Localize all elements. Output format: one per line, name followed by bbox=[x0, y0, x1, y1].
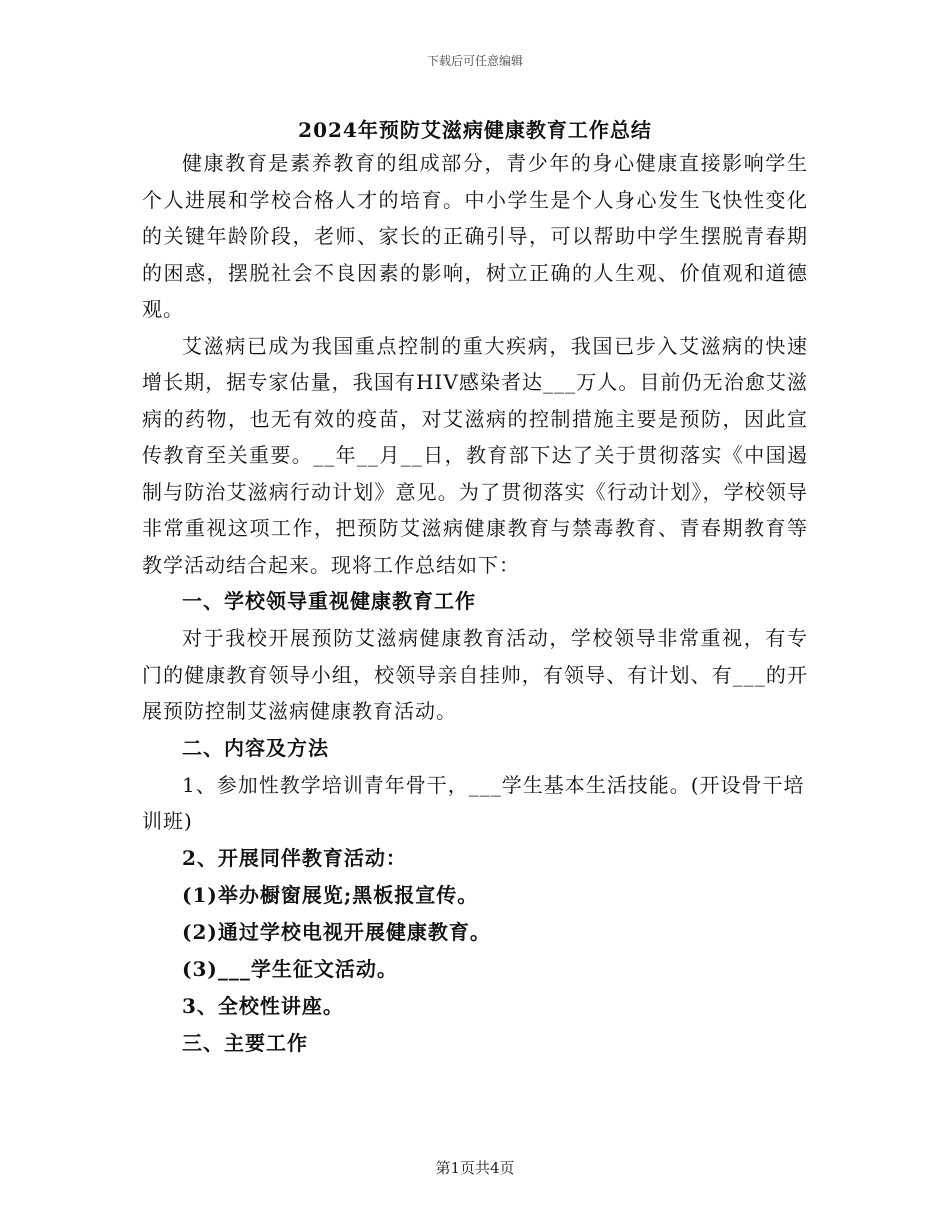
paragraph-intro: 健康教育是素养教育的组成部分，青少年的身心健康直接影响学生个人进展和学校合格人才的培育。中小学生是个人身心发生飞快性变化的关键年龄阶段，老师、家长的正确引导，可以帮助中学生摆脱青春期的困惑，摆脱社会不良因素的影响，树立正确的人生观、价值观和道德观。 bbox=[142, 151, 808, 321]
document-body bbox=[142, 145, 808, 1062]
list-item-2-3: (3)___学生征文活动。 bbox=[182, 956, 398, 981]
header-note: 下载后可任意编辑 bbox=[426, 54, 523, 68]
section-heading-1: 一、学校领导重视健康教育工作 bbox=[182, 589, 476, 613]
section-heading-2: 二、内容及方法 bbox=[182, 735, 329, 760]
page-footer: 第1页共4页 bbox=[435, 1159, 515, 1177]
list-item-2: 2、开展同伴教育活动： bbox=[182, 845, 407, 870]
section-heading-3: 三、主要工作 bbox=[182, 1030, 308, 1055]
list-item-2-2: (2)通过学校电视开展健康教育。 bbox=[182, 919, 491, 944]
list-item-2-1: (1)举办橱窗展览;黑板报宣传。 bbox=[182, 882, 479, 907]
paragraph-background: 艾滋病已成为我国重点控制的重大疾病，我国已步入艾滋病的快速增长期，据专家估量，我国有HIV感染者达___万人。目前仍无治愈艾滋病的药物，也无有效的疫苗，对艾滋病的控制措施主要是预防，因此宣传教育至关重要。__年__月__日，教育部下达了关于贯彻落实《中国遏制与防治艾滋病行动计划》意见。为了贯彻落实《行动计划》，学校领导非常重视这项工作，把预防艾滋病健康教育与禁毒教育、青春期教育等教学活动结合起来。现将工作总结如下： bbox=[142, 333, 808, 577]
list-item-1: 1、参加性教学培训青年骨干，___学生基本生活技能。(开设骨干培训班) bbox=[142, 772, 805, 833]
document-title: 2024年预防艾滋病健康教育工作总结 bbox=[298, 118, 652, 142]
paragraph-leadership: 对于我校开展预防艾滋病健康教育活动，学校领导非常重视，有专门的健康教育领导小组，校领导亲自挂帅，有领导、有计划、有___的开展预防控制艾滋病健康教育活动。 bbox=[142, 626, 808, 723]
list-item-3: 3、全校性讲座。 bbox=[182, 993, 344, 1018]
